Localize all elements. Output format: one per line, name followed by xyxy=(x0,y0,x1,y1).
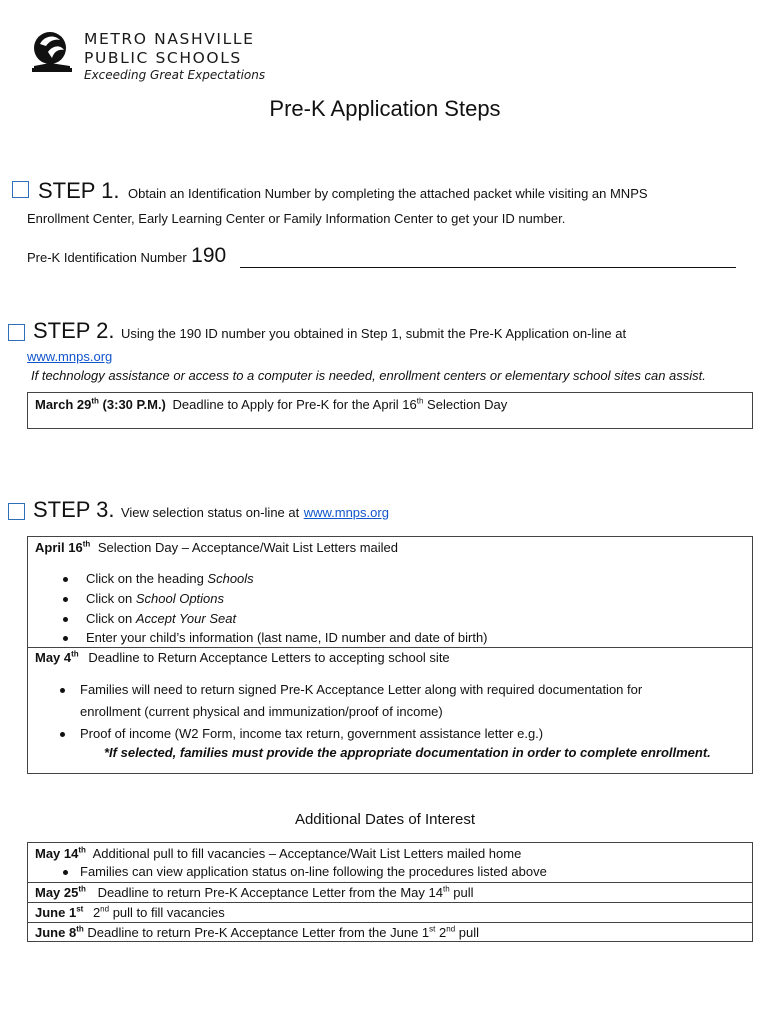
step2-line xyxy=(33,318,626,344)
june1-date: June 1st xyxy=(35,904,84,920)
id-number-field[interactable] xyxy=(240,267,736,268)
june8-date: June 8th xyxy=(35,924,84,940)
step1-heading: STEP 1. xyxy=(38,178,120,203)
step3-mnps-link[interactable]: www.mnps.org xyxy=(303,505,389,520)
id-number-label: Pre-K Identification Number xyxy=(27,250,187,265)
april16-text: Selection Day – Acceptance/Wait List Letters mailed xyxy=(97,540,398,555)
additional-row-3 xyxy=(35,905,225,920)
step1-id-row xyxy=(27,244,226,268)
step3-row2-header xyxy=(35,650,450,665)
bullet-icon xyxy=(63,597,68,602)
deadline-description: Deadline to Apply for Pre-K for the April 16th Selection Day xyxy=(172,396,508,412)
bullet-icon xyxy=(60,732,65,737)
bullet-icon xyxy=(60,688,65,693)
additional-row-2 xyxy=(35,885,474,900)
step3-row1-header xyxy=(35,540,398,555)
may14-text: Additional pull to fill vacancies – Acceptance/Wait List Letters mailed home xyxy=(92,846,522,861)
additional-row-1 xyxy=(35,846,521,861)
step3-line xyxy=(33,497,389,523)
page-title: Pre-K Application Steps xyxy=(269,96,501,121)
row2-bullet-1-line1: Families will need to return signed Pre-K Acceptance Letter along with required documentation for xyxy=(80,682,643,697)
table-divider xyxy=(27,647,753,648)
row2-bullet-2: Proof of income (W2 Form, income tax return, government assistance letter e.g.) xyxy=(80,726,544,741)
step1-line xyxy=(38,178,648,204)
step2-note: If technology assistance or access to a computer is needed, enrollment centers or elementary school sites can assist. xyxy=(31,368,706,383)
id-number-prefix: 190 xyxy=(191,244,227,267)
row2-note: *If selected, families must provide the appropriate documentation in order to complete enrollment. xyxy=(104,745,711,760)
table-divider xyxy=(27,902,753,903)
additional-row-1-bullet: Families can view application status on-line following the procedures listed above xyxy=(80,864,547,879)
row1-bullet-4: Enter your child’s information (last name, ID number and date of birth) xyxy=(86,630,488,645)
step3-text: View selection status on-line at xyxy=(120,505,300,520)
bullet-icon xyxy=(63,617,68,622)
row2-bullet-1-line2: enrollment (current physical and immunization/proof of income) xyxy=(80,704,443,719)
table-divider xyxy=(27,882,753,883)
step3-heading: STEP 3. xyxy=(33,497,115,522)
may4-text: Deadline to Return Acceptance Letters to accepting school site xyxy=(88,650,450,665)
bullet-icon xyxy=(63,577,68,582)
april16-date: April 16th xyxy=(35,539,91,555)
june8-text: Deadline to return Pre-K Acceptance Letter from the June 1st 2nd pull xyxy=(83,924,480,940)
logo-line1: METRO NASHVILLE xyxy=(84,30,255,48)
step1-text-line1: Obtain an Identification Number by completing the attached packet while visiting an MNPS xyxy=(127,186,648,201)
deadline-date: March 29th (3:30 P.M.) xyxy=(35,396,166,412)
table-divider xyxy=(27,922,753,923)
row1-bullet-1: Click on the heading Schools xyxy=(86,571,254,586)
bullet-icon xyxy=(63,636,68,641)
row1-bullet-3: Click on Accept Your Seat xyxy=(86,611,237,626)
additional-dates-heading: Additional Dates of Interest xyxy=(294,811,476,828)
logo-tagline: Exceeding Great Expectations xyxy=(84,68,266,82)
bullet-icon xyxy=(63,870,68,875)
row1-bullet-2: Click on School Options xyxy=(86,591,225,606)
may14-date: May 14th xyxy=(35,845,86,861)
additional-row-4 xyxy=(35,925,479,940)
mnps-logo-text xyxy=(84,30,265,83)
step2-text: Using the 190 ID number you obtained in Step 1, submit the Pre-K Application on-line at xyxy=(120,326,627,341)
mnps-logo-icon xyxy=(30,30,74,78)
step1-text-line2: Enrollment Center, Early Learning Center or Family Information Center to get your ID number. xyxy=(27,211,566,226)
may25-text: Deadline to return Pre-K Acceptance Letter from the May 14th pull xyxy=(97,884,474,900)
step2-mnps-link[interactable]: www.mnps.org xyxy=(27,349,113,364)
step1-checkbox[interactable] xyxy=(12,181,29,198)
step2-checkbox[interactable] xyxy=(8,324,25,341)
may25-date: May 25th xyxy=(35,884,86,900)
step2-deadline-row xyxy=(35,397,507,412)
june1-text: 2nd pull to fill vacancies xyxy=(92,904,225,920)
step2-heading: STEP 2. xyxy=(33,318,115,343)
logo-line2: PUBLIC SCHOOLS xyxy=(84,49,242,67)
step3-checkbox[interactable] xyxy=(8,503,25,520)
may4-date: May 4th xyxy=(35,649,79,665)
